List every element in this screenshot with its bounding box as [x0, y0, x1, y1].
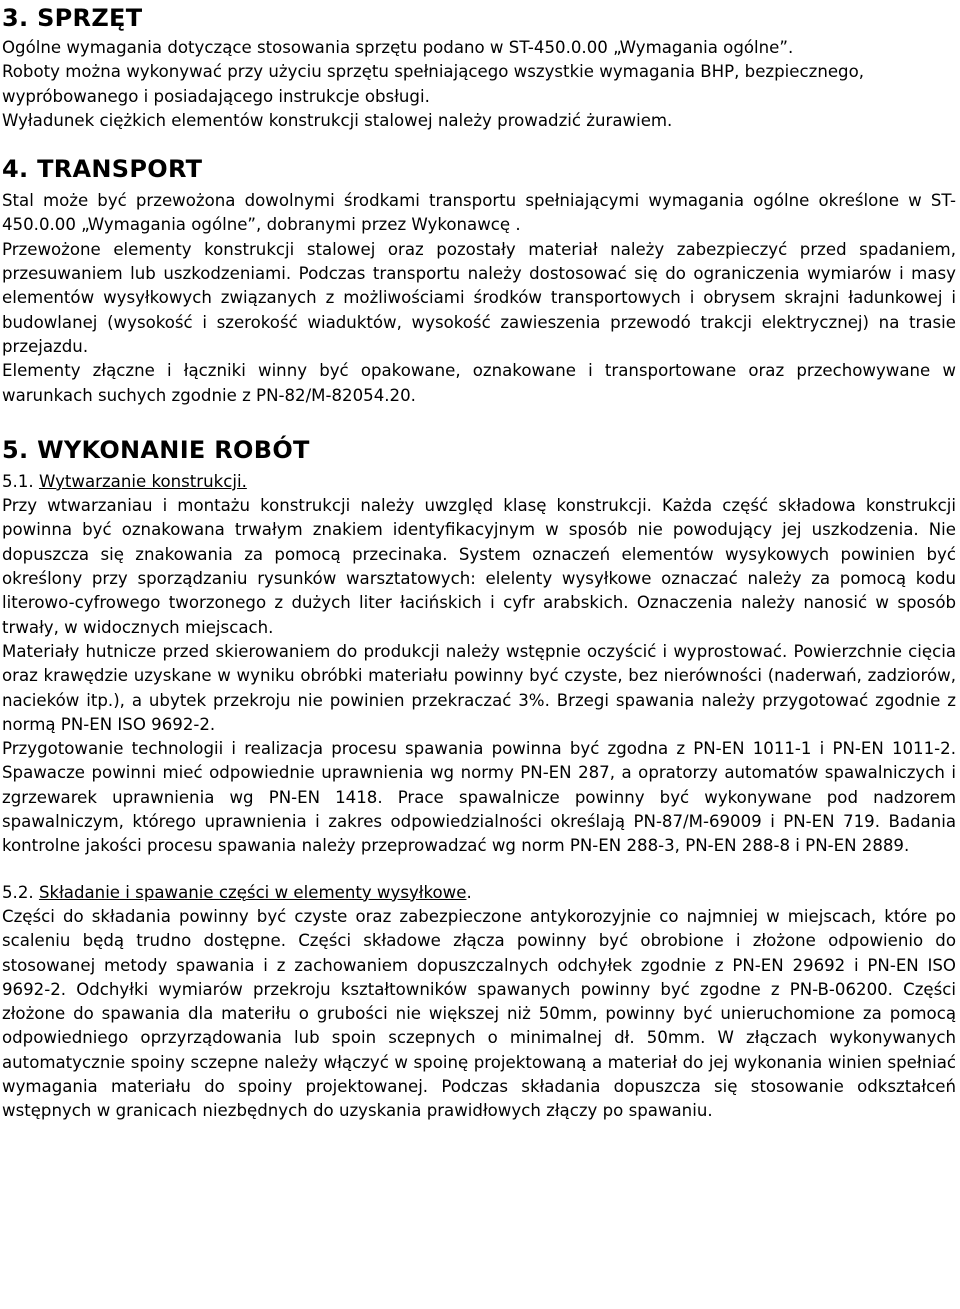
paragraph: Materiały hutnicze przed skierowaniem do produkcji należy wstępnie oczyścić i wyprostować. Powierzchnie cięcia oraz krawędzie uzyskane w wyniku obróbki materiału powinny być czyste, bez nierówności (naderwań, zadziorów, nacieków itp.), a ubytek przekroju nie powinien przekraczać 3%. Brzegi spawania należy przygotować zgodnie z normą PN-EN ISO 9692-2.	[2, 641, 956, 734]
heading-transport: 4. TRANSPORT	[2, 155, 203, 184]
subsection-heading-5-2	[2, 881, 956, 905]
paragraph: Roboty można wykonywać przy użyciu sprzętu spełniającego wszystkie wymagania BHP, bezpiecznego, wypróbowanego i posiadającego instrukcje obsługi.	[2, 62, 865, 106]
spacer	[2, 859, 956, 881]
subsection-title: Wytwarzanie konstrukcji.	[38, 471, 247, 491]
paragraph: Przy wtwarzaniau i montażu konstrukcji należy uwzględ klasę konstrukcji. Każda część składowa konstrukcji powinna być oznakowana trwałym znakiem identyfikacyjnym w sposób nie powodujący jej uszkodzenia. Nie dopuszcza się znakowania za pomocą przecinaka. System oznaczeń elementów wysykowych powinien być określony przy sporządzaniu rysunków warsztatowych: elelenty wysyłkowe oznaczać należy za pomocą kodu literowo-cyfrowego tworzonego z dużych liter łacińskich i cyfr arabskich. Oznaczenia należy nanosić w sposób trwały, w widocznych miejscach.	[2, 496, 956, 637]
paragraph: Części do składania powinny być czyste oraz zabezpieczone antykorozyjnie co najmniej w miejscach, które po scaleniu będą trudno dostępne. Części składowe złącza powinny być obrobione i złożone odpowienio do stosowanej metody spawania i z zachowaniem dopuszczalnych odchyłek zgodnie z PN-EN 29692 i PN-EN ISO 9692-2. Odchyłki wymiarów przekroju kształtowników spawanych powinny być zgodne z PN-B-06200. Części złożone do spawania dla materiłu o grubości nie większej niż 50mm, powinny być unieruchomione za pomocą odpowiedniego oprzyrządowania lub spoin sczepnych o minimalnej dł. 50mm. W złączach wykonywanych automatycznie spoiny sczepne należy włączyć w spoinę projektowaną a materiał do jej wykonania winien spełniać wymagania materiału do spoiny projektowanej. Podczas składania dopuszcza się stosowanie odkształceń wstępnych w granicach niezbędnych do uzyskania prawidłowych złączy po spawaniu.	[2, 906, 956, 1121]
subsection-title: Składanie i spawanie części w elementy wysyłkowe	[38, 882, 467, 902]
paragraph: Przewożone elementy konstrukcji stalowej oraz pozostały materiał należy zabezpieczyć przed spadaniem, przesuwaniem lub uszkodzeniami. Podczas transportu należy dostosować się do ograniczenia wymiarów i masy elementów wysyłkowych związanych z możliwościami środków transportowych i obrysem skrajni ładunkowej i budowlanej (wysokość i szerokość wiaduktów, wysokość zawieszenia przewodó trakcji elektrycznej) na trasie przejazdu.	[2, 239, 956, 356]
paragraph: Wyładunek ciężkich elementów konstrukcji stalowej należy prowadzić żurawiem.	[2, 110, 673, 130]
heading-wykonanie-robot: 5. WYKONANIE ROBÓT	[2, 435, 310, 464]
paragraph: Stal może być przewożona dowolnymi środkami transportu spełniającymi wymagania ogólne określone w ST-450.0.00 „Wymagania ogólne”, dobranymi przez Wykonawcę .	[2, 191, 956, 235]
subsection-title-suffix: .	[466, 882, 472, 902]
subsection-number: 5.1.	[2, 471, 39, 491]
paragraph: Elementy złączne i łączniki winny być opakowane, oznakowane i transportowane oraz przechowywane w warunkach suchych zgodnie z PN-82/M-82054.20.	[2, 361, 956, 405]
heading-sprzet: 3. SPRZĘT	[2, 4, 143, 32]
subsection-heading-5-1	[2, 470, 956, 494]
paragraph: Przygotowanie technologii i realizacja procesu spawania powinna być zgodna z PN-EN 1011-1 i PN-EN 1011-2. Spawacze powinni mieć odpowiednie uprawnienia wg normy PN-EN 287, a opratorzy automatów spawalniczych i zgrzewarek uprawnienia wg PN-EN 1418. Prace spawalnicze powinny być wykonywane pod nadzorem spawalniczym, którego uprawnienia i zakres odpowiedzialności określają PN-87/M-69009 i PN-EN 719. Badania kontrolne jakości procesu spawania należy przeprowadzać wg norm PN-EN 288-3, PN-EN 288-8 i PN-EN 2889.	[2, 739, 956, 856]
subsection-number: 5.2.	[2, 882, 39, 902]
document-page	[2, 0, 956, 1309]
paragraph: Ogólne wymagania dotyczące stosowania sprzętu podano w ST-450.0.00 „Wymagania ogólne”.	[2, 38, 794, 57]
